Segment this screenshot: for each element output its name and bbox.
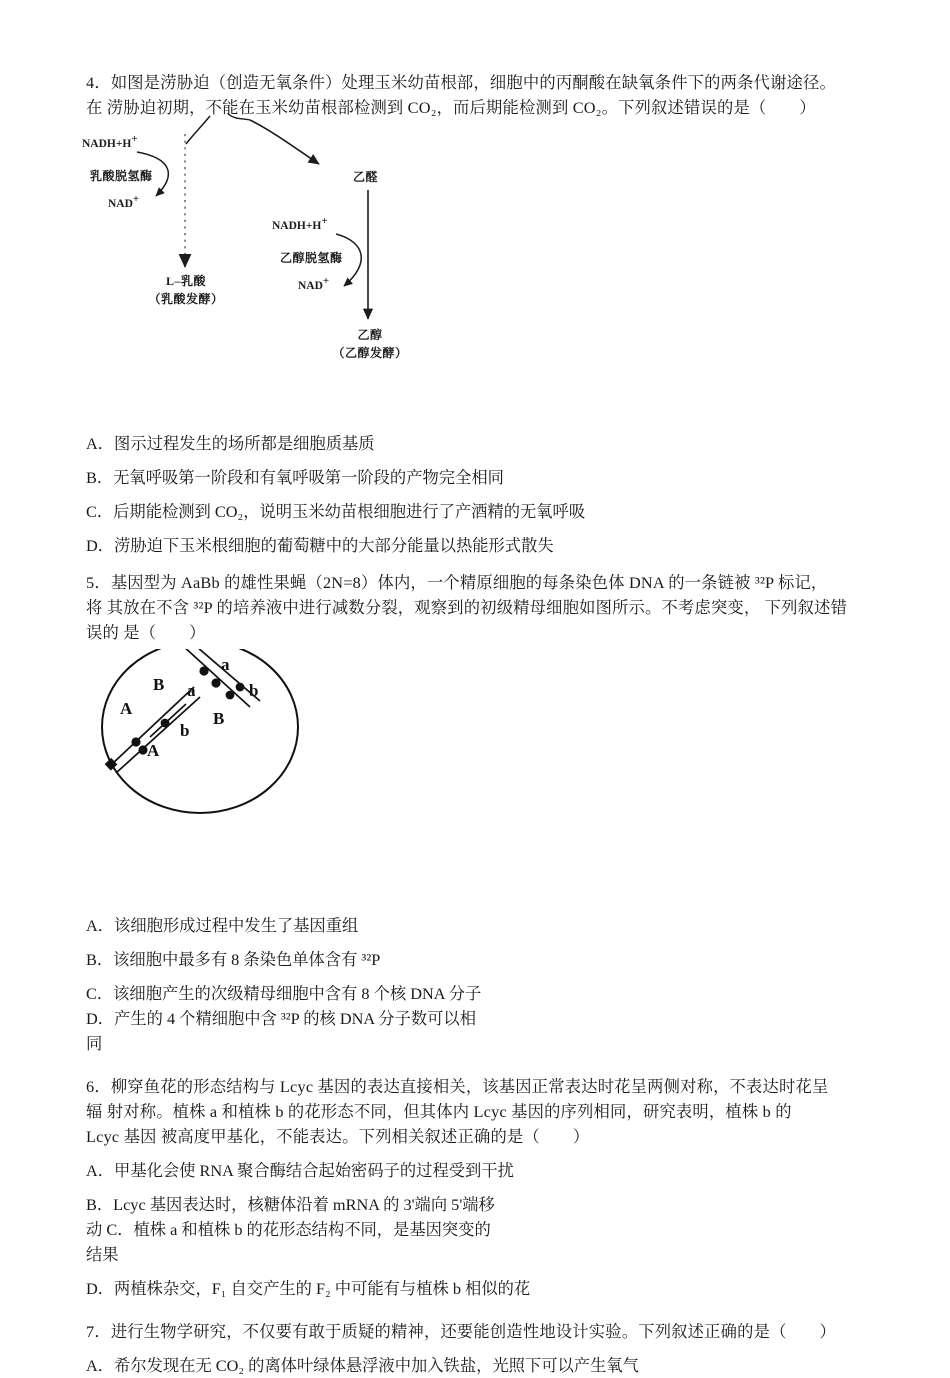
question-6-stem-line-1: 6．柳穿鱼花的形态结构与 Lcyc 基因的表达直接相关，该基因正常表达时花呈两侧对称，不表达时花呈 xyxy=(86,1077,829,1096)
question-5-option-d: D．产生的 4 个精细胞中含 ³²P 的核 DNA 分子数可以相 xyxy=(86,1009,476,1028)
question-4-option-b: B．无氧呼吸第一阶段和有氧呼吸第一阶段的产物完全相同 xyxy=(86,468,504,487)
pathway-svg xyxy=(82,114,502,369)
question-5-stem-line-3: 误的 是（ ） xyxy=(86,623,206,642)
question-4-option-d: D．涝胁迫下玉米根细胞的葡萄糖中的大部分能量以热能形式散失 xyxy=(86,536,554,555)
allele-label-B-1: B xyxy=(153,675,165,694)
label-ethanol-fermentation: （乙醇发酵） xyxy=(332,346,408,360)
label-nadh-left: NADH+H+ xyxy=(82,133,138,150)
question-4-option-a: A．图示过程发生的场所都是细胞质基质 xyxy=(86,434,375,453)
question-6-option-c-continued: 结果 xyxy=(86,1245,119,1264)
question-5-stem-line-1: 5．基因型为 AaBb 的雄性果蝇（2N=8）体内，一个精原细胞的每条染色体 DNA 的一条链被 ³²P 标记， xyxy=(86,573,828,592)
allele-label-b-2: b xyxy=(249,681,259,700)
question-6-option-d: D．两植株杂交，F₁ 自交产生的 F₂ 中可能有与植株 b 相似的花 xyxy=(86,1279,531,1298)
question-6-option-b: B．Lcyc 基因表达时，核糖体沿着 mRNA 的 3'端向 5'端移 xyxy=(86,1195,495,1214)
question-5-option-b: B．该细胞中最多有 8 条染色单体含有 ³²P xyxy=(86,950,381,969)
exam-content xyxy=(82,70,876,1378)
question-5 xyxy=(86,570,876,1056)
fermentation-pathway-figure xyxy=(82,114,502,369)
question-4-stem-line-1: 4．如图是涝胁迫（创造无氧条件）处理玉米幼苗根部，细胞中的丙酮酸在缺氧条件下的两条代谢途径。 xyxy=(86,73,837,92)
question-5-option-a: A．该细胞形成过程中发生了基因重组 xyxy=(86,916,359,935)
allele-label-A-1: A xyxy=(120,699,133,718)
question-5-stem-line-2: 将 其放在不含 ³²P 的培养液中进行减数分裂，观察到的初级精母细胞如图所示。不考虑突变， 下列叙述错 xyxy=(86,598,848,617)
cell-svg xyxy=(90,649,390,879)
question-4 xyxy=(82,70,876,558)
label-nad-right: NAD+ xyxy=(298,275,330,292)
question-7-option-a: A．希尔发现在无 CO₂ 的离体叶绿体悬浮液中加入铁盐，光照下可以产生氧气 xyxy=(86,1356,639,1375)
question-6-stem-line-2: 辐 射对称。植株 a 和植株 b 的花形态不同，但其体内 Lcyc 基因的序列相同，研究表明，植株 b 的 xyxy=(86,1102,792,1121)
allele-label-a-1: a xyxy=(187,681,196,700)
question-6 xyxy=(86,1074,876,1301)
primary-spermatocyte-figure xyxy=(90,649,390,879)
question-6-stem-line-3: Lcyc 基因 被高度甲基化，不能表达。下列相关叙述正确的是（ ） xyxy=(86,1127,590,1146)
label-acetaldehyde: 乙醛 xyxy=(353,170,379,184)
label-lactate-fermentation: （乳酸发酵） xyxy=(148,292,224,306)
allele-label-A-2: A xyxy=(147,741,160,760)
label-nadh-right: NADH+H+ xyxy=(272,215,328,232)
label-lactate-dehydrogenase: 乳酸脱氢酶 xyxy=(90,169,153,183)
question-6-option-a: A．甲基化会使 RNA 聚合酶结合起始密码子的过程受到干扰 xyxy=(86,1161,514,1180)
question-4-stem-line-2: 在 涝胁迫初期，不能在玉米幼苗根部检测到 CO₂，而后期能检测到 CO₂。下列叙述错误的是（ ） xyxy=(86,98,816,117)
allele-label-b-1: b xyxy=(180,721,190,740)
question-6-option-c: 动 C．植株 a 和植株 b 的花形态结构不同，是基因突变的 xyxy=(86,1220,491,1239)
label-nad-left: NAD+ xyxy=(108,193,140,210)
question-7 xyxy=(86,1319,876,1378)
label-alcohol-dehydrogenase: 乙醇脱氢酶 xyxy=(280,251,343,265)
question-4-option-c: C．后期能检测到 CO₂，说明玉米幼苗根细胞进行了产酒精的无氧呼吸 xyxy=(86,502,586,521)
question-7-stem-line-1: 7．进行生物学研究，不仅要有敢于质疑的精神，还要能创造性地设计实验。下列叙述正确的是（ ） xyxy=(86,1322,837,1341)
question-5-option-c: C．该细胞产生的次级精母细胞中含有 8 个核 DNA 分子 xyxy=(86,984,482,1003)
question-5-option-d-continued: 同 xyxy=(86,1034,103,1053)
allele-label-a-2: a xyxy=(221,655,230,674)
label-ethanol: 乙醇 xyxy=(357,328,383,342)
label-l-lactate: L–乳酸 xyxy=(165,274,206,288)
allele-label-B-2: B xyxy=(213,709,225,728)
